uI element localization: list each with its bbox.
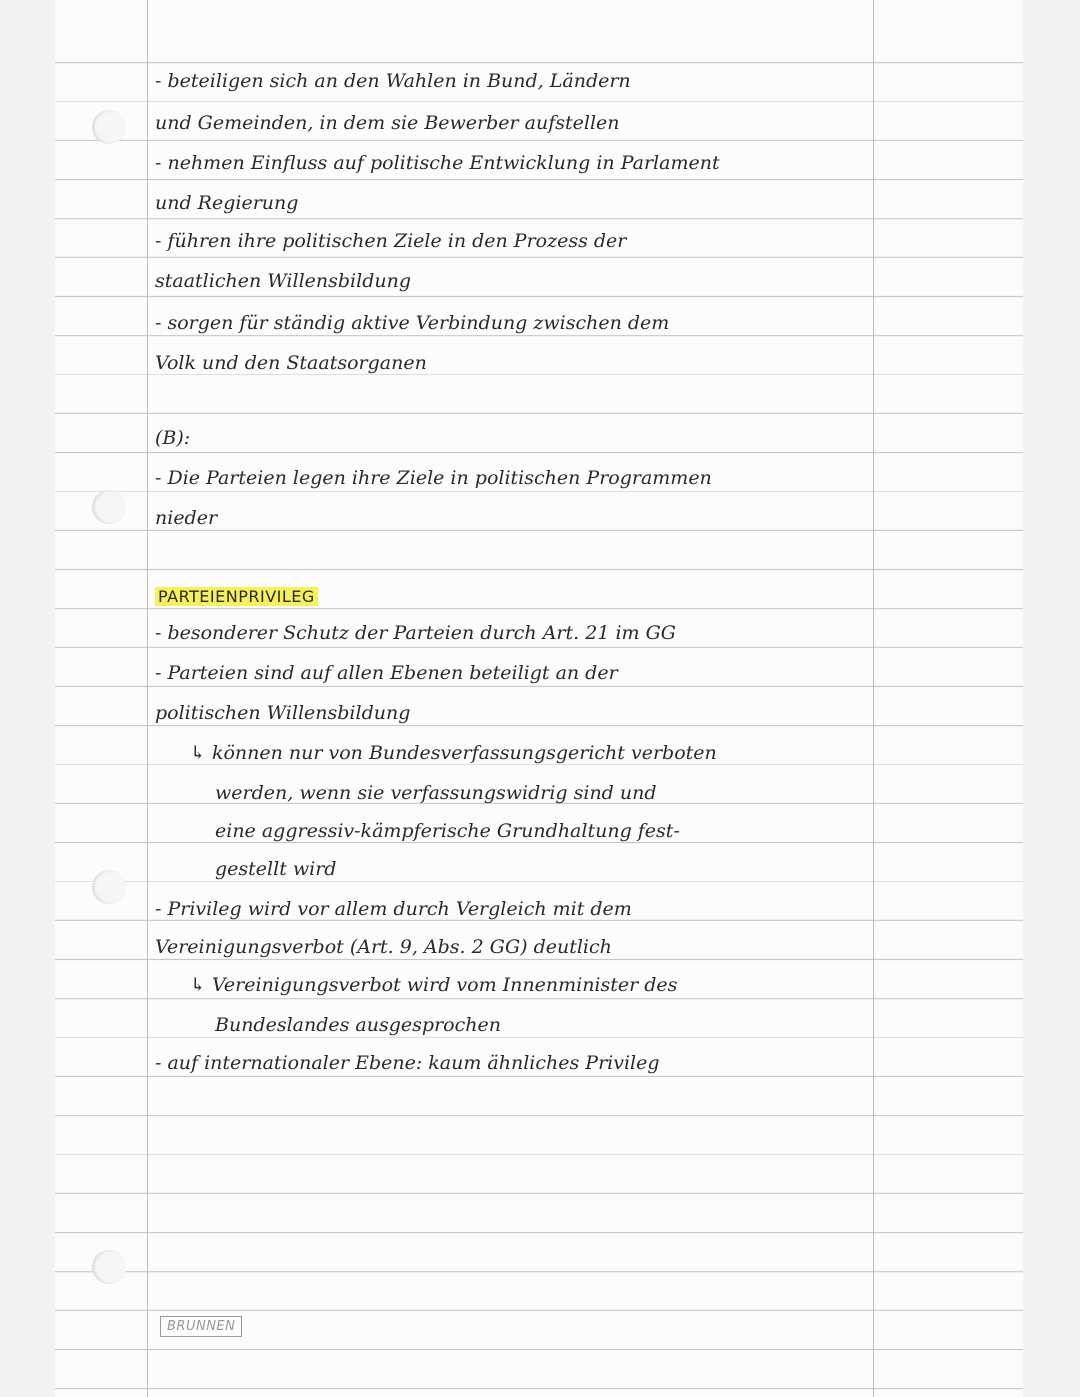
brand-logo: BRUNNEN — [160, 1316, 242, 1337]
note-line: - Die Parteien legen ihre Ziele in politischen Programmen — [155, 467, 712, 489]
note-subline: gestellt wird — [215, 858, 337, 880]
punch-hole — [92, 870, 126, 904]
note-subline: Bundeslandes ausgesprochen — [215, 1014, 501, 1036]
section-heading — [155, 583, 318, 610]
note-line: und Regierung — [155, 192, 299, 214]
note-line: - beteiligen sich an den Wahlen in Bund, Ländern — [155, 70, 631, 92]
note-subline: werden, wenn sie verfassungswidrig sind und — [215, 782, 657, 804]
right-margin-line — [873, 0, 874, 1397]
note-line: und Gemeinden, in dem sie Bewerber aufstellen — [155, 112, 620, 134]
note-subline: eine aggressiv-kämpferische Grundhaltung fest- — [215, 820, 680, 842]
note-line: - sorgen für ständig aktive Verbindung zwischen dem — [155, 312, 670, 334]
section-label: (B): — [155, 427, 191, 449]
note-line: Vereinigungsverbot (Art. 9, Abs. 2 GG) deutlich — [155, 936, 612, 958]
note-subline: ↳ Vereinigungsverbot wird vom Innenminister des — [190, 974, 678, 996]
punch-hole — [92, 1250, 126, 1284]
note-line: - besonderer Schutz der Parteien durch Art. 21 im GG — [155, 622, 676, 644]
note-line: staatlichen Willensbildung — [155, 270, 411, 292]
note-line: - führen ihre politischen Ziele in den Prozess der — [155, 230, 627, 252]
highlighted-heading: PARTEIENPRIVILEG — [155, 587, 318, 606]
left-margin-line — [147, 0, 148, 1397]
note-line: politischen Willensbildung — [155, 702, 411, 724]
note-subline: ↳ können nur von Bundesverfassungsgericht verboten — [190, 742, 717, 764]
note-line: Volk und den Staatsorganen — [155, 352, 427, 374]
note-line: - Privileg wird vor allem durch Vergleich mit dem — [155, 898, 632, 920]
note-line: - nehmen Einfluss auf politische Entwicklung in Parlament — [155, 152, 720, 174]
note-line: nieder — [155, 507, 218, 529]
punch-hole — [92, 490, 126, 524]
note-line: - Parteien sind auf allen Ebenen beteiligt an der — [155, 662, 618, 684]
punch-hole — [92, 110, 126, 144]
note-line: - auf internationaler Ebene: kaum ähnliches Privileg — [155, 1052, 660, 1074]
